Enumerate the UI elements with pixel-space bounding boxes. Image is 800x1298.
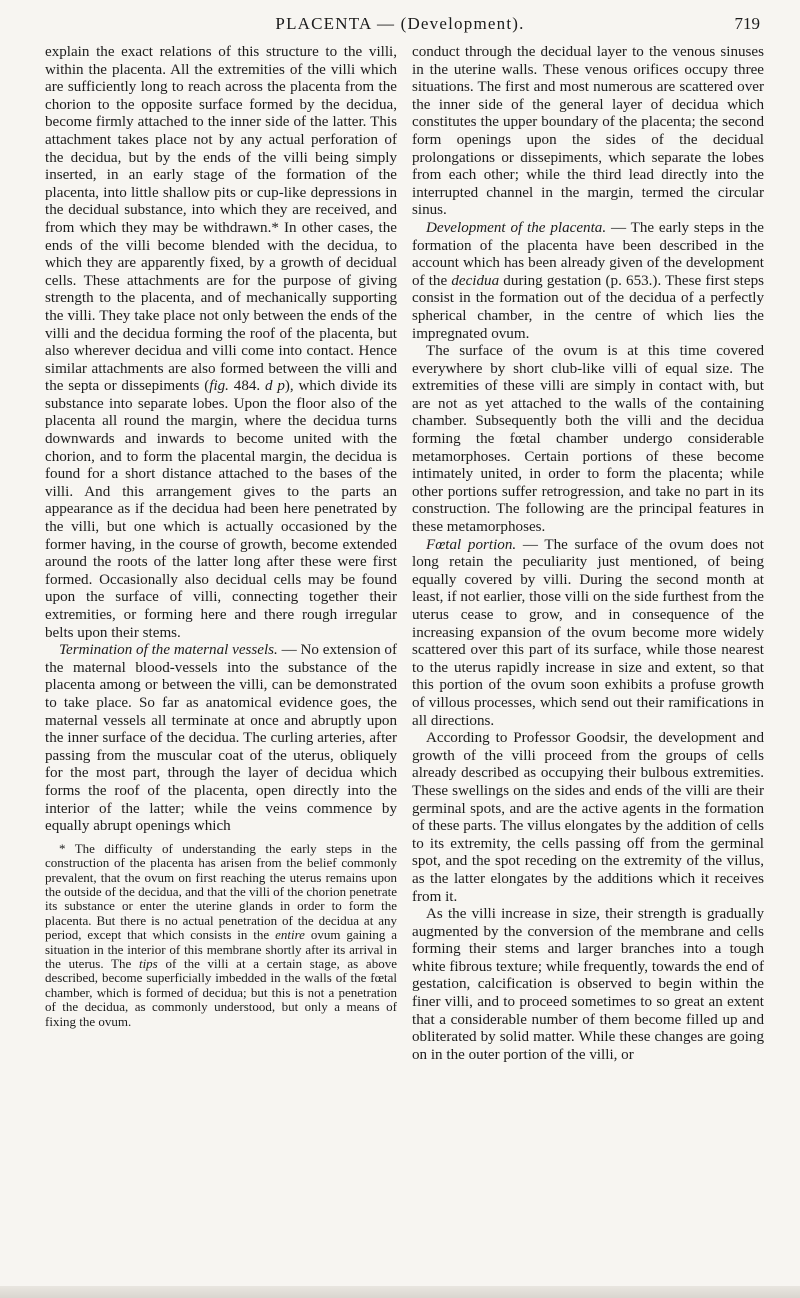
paragraph-villi-strength: As the villi increase in size, their strength is gradually augmented by the conversion of the membrane and cells forming their stems and larger branches into a tough white fibrous texture; while frequently, towards the end of gestation, calcification is observed to begin within the finer villi, and to proceed sometimes to so great an extent that a considerable number of them become filled up and obliterated by solid matter. While these changes are going on in the outer portion of the villi, or [412,906,764,1063]
page-number: 719 [734,14,760,33]
section-heading: Development of the placenta. [426,219,607,236]
footnote: * The difficulty of understanding the early steps in the construction of the placenta has arisen from the belief commonly prevalent, that the ovum on first reaching the uterus remains upon the outside of the decidua, and that the villi of the chorion penetrate its substance or enter the uterine glands in order to form the placenta. But there is no actual penetration of the decidua at any period, except that which consists in the entire ovum gaining a situation in the interior of this membrane shortly after its arrival in the uterus. The tips of the villi at a certain stage, as above described, become superficially imbedded in the walls of the fœtal chamber, which is formed of decidua; but this is not a penetration of the decidua, as commonly understood, but only a means of fixing the ovum. [45,840,397,1029]
running-header [40,14,760,40]
running-title: PLACENTA — (Development). [275,14,525,33]
section-heading: Termination of the maternal vessels. [59,642,278,659]
paragraph-venous-orifices: conduct through the decidual layer to the venous sinuses in the uterine walls. These venous orifices occupy three situations. The first and most numerous are scattered over the inner side of the general layer of decidua which constitutes the upper boundary of the placenta; the second form openings upon the sides of the decidual prolongations or dissepiments, which separate the lobes from each other; while the third lead directly into the interrupted channel in the margin, termed the circular sinus. [412,44,764,219]
paragraph-ovum-surface: The surface of the ovum is at this time covered everywhere by short club-like villi of equal size. The extremities of these villi are simply in contact with, but are not as yet attached to the walls of the containing chamber. Subsequently both the villi and the decidua forming the fœtal chamber undergo considerable metamorphoses. Certain portions of these become intimately united, in order to form the placenta; while other portions suffer retrogression, and take no part in its construction. The following are the principal features in these metamorphoses. [412,343,764,536]
left-column [45,44,397,1029]
paragraph-maternal-vessels: Termination of the maternal vessels. — No extension of the maternal blood-vessels into the substance of the placenta among or between the villi, can be demonstrated to take place. So far as anatomical evidence goes, the maternal vessels all terminate at once and abruptly upon the inner surface of the decidua. The curling arteries, after passing from the muscular coat of the uterus, obliquely for the most part, through the layer of decidua which forms the roof of the placenta, open directly into the interior of the latter; while the veins commence by equally abrupt openings which [45,642,397,835]
page-bottom-edge [0,1286,800,1298]
section-heading: Fœtal portion. [426,536,517,553]
right-column [412,44,764,1064]
paragraph-development-placenta: Development of the placenta. — The early steps in the formation of the placenta have been described in the account which has been already given of the development of the decidua during gestation (p. 653.). These first steps consist in the formation out of the decidua of a perfectly spherical chamber, in the centre of which lies the impregnated ovum. [412,219,764,342]
paragraph-goodsir: According to Professor Goodsir, the development and growth of the villi proceed from the groups of cells already described as occupying their bulbous extremities. These swellings on the sides and ends of the villi are their germinal spots, and are the active agents in the formation of these parts. The villus elongates by the addition of cells to its extremity, the cells passing off from the germinal spot, and the spot receding on the extremity of the villus, as the latter elongates by the additions which it receives from it. [412,730,764,905]
paragraph-villi-attachment: explain the exact relations of this structure to the villi, within the placenta. All the extremities of the villi which are sufficiently long to reach across the placenta from the chorion to the opposite surface formed by the decidua, become firmly attached to the inner side of the latter. This attachment takes place not by any actual perforation of the decidua, but by the ends of the villi being simply inserted, in an early stage of the formation of the placenta, into little shallow pits or cup-like depressions in the decidual substance, into which they are received, and from which they may be withdrawn.* In other cases, the ends of the villi become blended with the decidua, to which they are apparently fixed, by a growth of decidual cells. These attachments are for the purpose of giving strength to the placenta, and of mechanically supporting the villi. They take place not only between the ends of the villi and the decidua forming the roof of the placenta, but also wherever decidua and villi come into contact. Hence similar attachments are also formed between the villi and the septa or dissepiments (fig. 484. d p), which divide its substance into separate lobes. Upon the floor also of the placenta all round the margin, where the decidua turns downwards and inwards to become united with the chorion, and to form the placental margin, the decidua is found for a short distance attached to the bases of the villi. And this arrangement gives to the parts an appearance as if the decidua had been here penetrated by the villi, but one which is actually occasioned by the former having, in the course of growth, become extended around the roots of the latter long after these were first formed. Occasionally also decidual cells may be found upon the surface of villi, connecting together their extremities, or forming here and there rough irregular belts upon their stems. [45,44,397,641]
paragraph-foetal-portion: Fœtal portion. — The surface of the ovum does not long retain the peculiarity just mentioned, of being equally covered by villi. During the second month at least, if not earlier, those villi on the side furthest from the uterus cease to grow, and in consequence of the increasing expansion of the ovum become more widely scattered over this part of its surface, while those nearest to the uterus rapidly increase in size and extent, so that this portion of the ovum soon exhibits a profuse growth of villous processes, which send out their ramifications in all directions. [412,536,764,729]
